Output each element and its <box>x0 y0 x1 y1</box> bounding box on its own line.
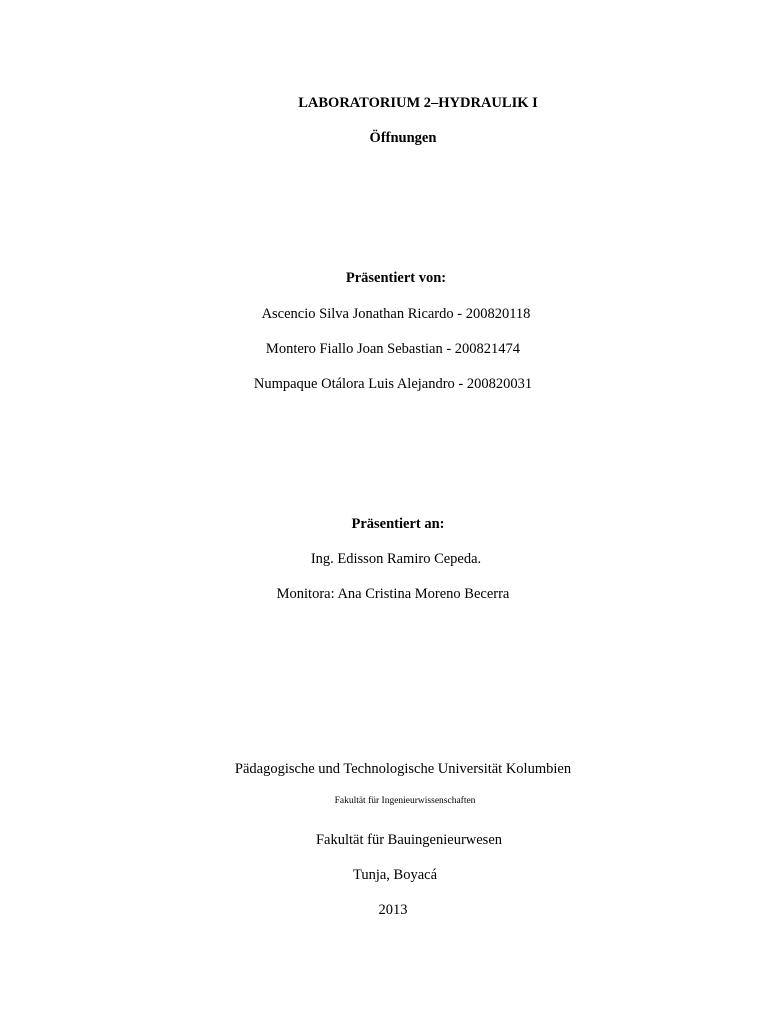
author-name: Ascencio Silva Jonathan Ricardo - 200820118 <box>261 306 531 322</box>
year: 2013 <box>378 902 408 918</box>
university-name: Pädagogische und Technologische Universität Kolumbien <box>234 761 572 777</box>
author-name: Numpaque Otálora Luis Alejandro - 200820031 <box>253 376 533 392</box>
instructor-name: Ing. Edisson Ramiro Cepeda. <box>310 551 482 567</box>
location: Tunja, Boyacá <box>352 867 438 883</box>
author-name: Montero Fiallo Joan Sebastian - 200821474 <box>265 341 521 357</box>
faculty-name: Fakultät für Ingenieurwissenschaften <box>334 796 476 806</box>
school-name: Fakultät für Bauingenieurwesen <box>315 832 503 848</box>
presented-by-heading: Präsentiert von: <box>345 270 447 286</box>
document-subtitle: Öffnungen <box>369 130 437 146</box>
monitor-name: Monitora: Ana Cristina Moreno Becerra <box>276 586 510 602</box>
presented-to-heading: Präsentiert an: <box>351 516 445 532</box>
document-title: LABORATORIUM 2–HYDRAULIK I <box>298 95 538 111</box>
